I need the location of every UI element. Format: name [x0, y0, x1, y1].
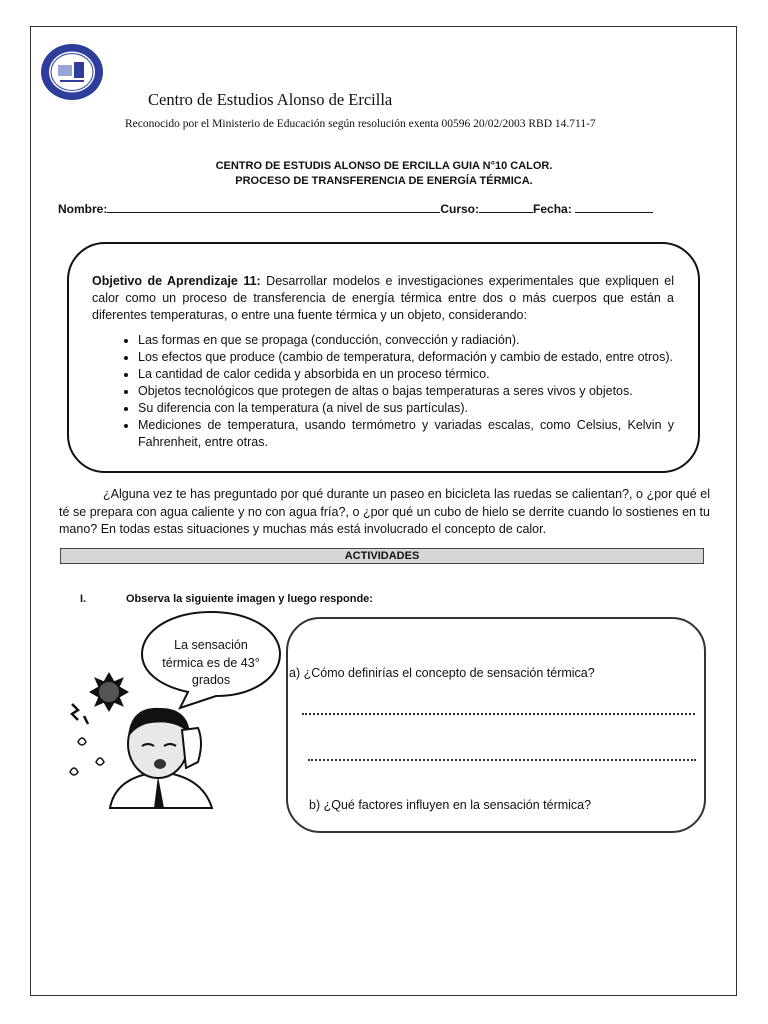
objective-bullet-list [92, 332, 674, 451]
student-info-line [58, 201, 653, 216]
intro-paragraph: ¿Alguna vez te has preguntado por qué durante un paseo en bicicleta las ruedas se calientan?, o ¿por qué el té se prepara con agua caliente y no con agua fría?, o ¿por qué un cubo de hielo se derrite cuando lo sostienes en tu mano? En todas estas situaciones y muchas más está involucrado el concepto de calor. [59, 487, 710, 536]
objective-bullet: • Su diferencia con la temperatura (a nivel de sus partículas). [138, 400, 674, 417]
objective-bullet: • Objetos tecnológicos que protegen de altas o bajas temperaturas a seres vivos y objetos. [138, 383, 674, 400]
section-number: I. [80, 593, 87, 605]
speech-bubble-text: La sensación térmica es de 43° grados [162, 638, 260, 687]
question-b: b) ¿Qué factores influyen en la sensación térmica? [309, 798, 592, 812]
date-label: Fecha: [533, 202, 572, 216]
recognition-text: Reconocido por el Ministerio de Educación según resolución exenta 00596 20/02/2003 RBD 14.711-7 [125, 118, 596, 130]
learning-objective-box [67, 242, 700, 473]
guide-title: CENTRO DE ESTUDIS ALONSO DE ERCILLA GUIA N°10 CALOR. [215, 160, 553, 172]
objective-bullet: • Los efectos que produce (cambio de temperatura, deformación y cambio de estado, entre otros). [138, 349, 674, 366]
question-a: a) ¿Cómo definirías el concepto de sensación térmica? [289, 666, 595, 680]
name-label: Nombre: [58, 202, 108, 216]
activities-header: ACTIVIDADES [60, 548, 704, 564]
objective-paragraph [92, 273, 674, 324]
objective-bullet: • Mediciones de temperatura, usando termómetro y variadas escalas, como Celsius, Kelvin y Fahrenheit, entre otras. [138, 417, 674, 451]
objective-bullet: • La cantidad de calor cedida y absorbida en un proceso térmico. [138, 366, 674, 383]
course-field[interactable] [479, 201, 533, 213]
answer-line-1[interactable] [302, 713, 695, 715]
objective-label: Objetivo de Aprendizaje 11: [92, 274, 261, 288]
objective-text: Desarrollar modelos e investigaciones experimentales que expliquen el calor como un proceso de transferencia de energía térmica entre dos o más cuerpos que están a diferentes temperaturas, o entre una fuente térmica y un objeto, considerando: [92, 274, 674, 322]
name-field[interactable] [107, 201, 440, 213]
course-label: Curso: [440, 202, 480, 216]
guide-subtitle: PROCESO DE TRANSFERENCIA DE ENERGÍA TÉRMICA. [235, 175, 533, 187]
answer-line-2[interactable] [308, 759, 696, 761]
section-instruction: Observa la siguiente imagen y luego responde: [126, 593, 373, 605]
school-seal-icon [40, 43, 104, 101]
school-name: Centro de Estudios Alonso de Ercilla [148, 90, 393, 109]
date-field[interactable] [575, 201, 653, 213]
objective-bullet: • Las formas en que se propaga (conducción, convección y radiación). [138, 332, 674, 349]
